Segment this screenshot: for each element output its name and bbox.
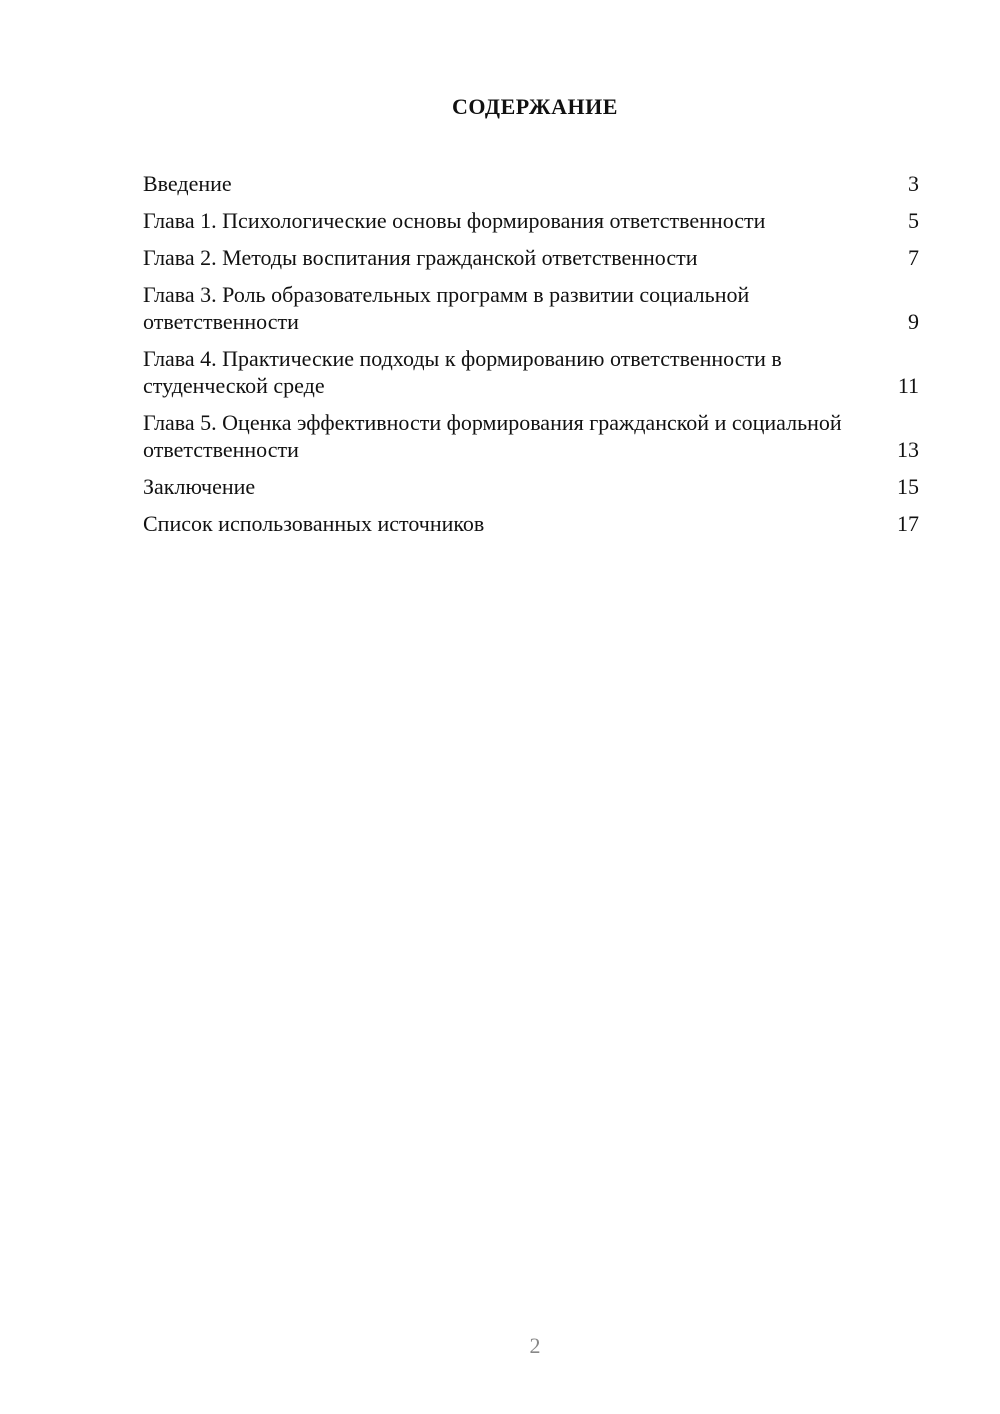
toc-entry [143, 207, 919, 234]
toc-entry [143, 510, 919, 537]
page-number: 2 [529, 1333, 541, 1358]
page-title: СОДЕРЖАНИЕ [452, 94, 618, 119]
toc-entry-title: Введение [143, 171, 232, 196]
toc-entry-title: Глава 3. Роль образовательных программ в развитии социальной ответственности [143, 282, 750, 334]
toc-entry-page: 17 [897, 511, 919, 536]
toc-entry-title: Глава 2. Методы воспитания гражданской ответственности [143, 245, 698, 270]
toc-entry-page: 5 [908, 208, 919, 233]
toc-entry-title: Глава 5. Оценка эффективности формирования гражданской и социальной ответственности [143, 410, 842, 462]
toc-entry-page: 3 [908, 171, 919, 196]
toc-entry [143, 244, 919, 271]
toc-entry [143, 345, 919, 399]
toc-entry-title: Глава 4. Практические подходы к формированию ответственности в студенческой среде [143, 346, 782, 398]
toc-entry [143, 473, 919, 500]
toc-entry-page: 7 [908, 245, 919, 270]
toc-entry-page: 9 [908, 309, 919, 334]
toc-entry [143, 281, 919, 335]
toc-entry-page: 13 [897, 437, 919, 462]
toc-entry-title: Список использованных источников [143, 511, 485, 536]
toc-entry-title: Глава 1. Психологические основы формирования ответственности [143, 208, 766, 233]
toc-entry-page: 15 [897, 474, 919, 499]
toc-entry-page: 11 [897, 373, 919, 398]
toc-entry [143, 170, 919, 197]
table-of-contents [143, 170, 919, 547]
toc-entry-title: Заключение [143, 474, 256, 499]
toc-entry [143, 409, 919, 463]
